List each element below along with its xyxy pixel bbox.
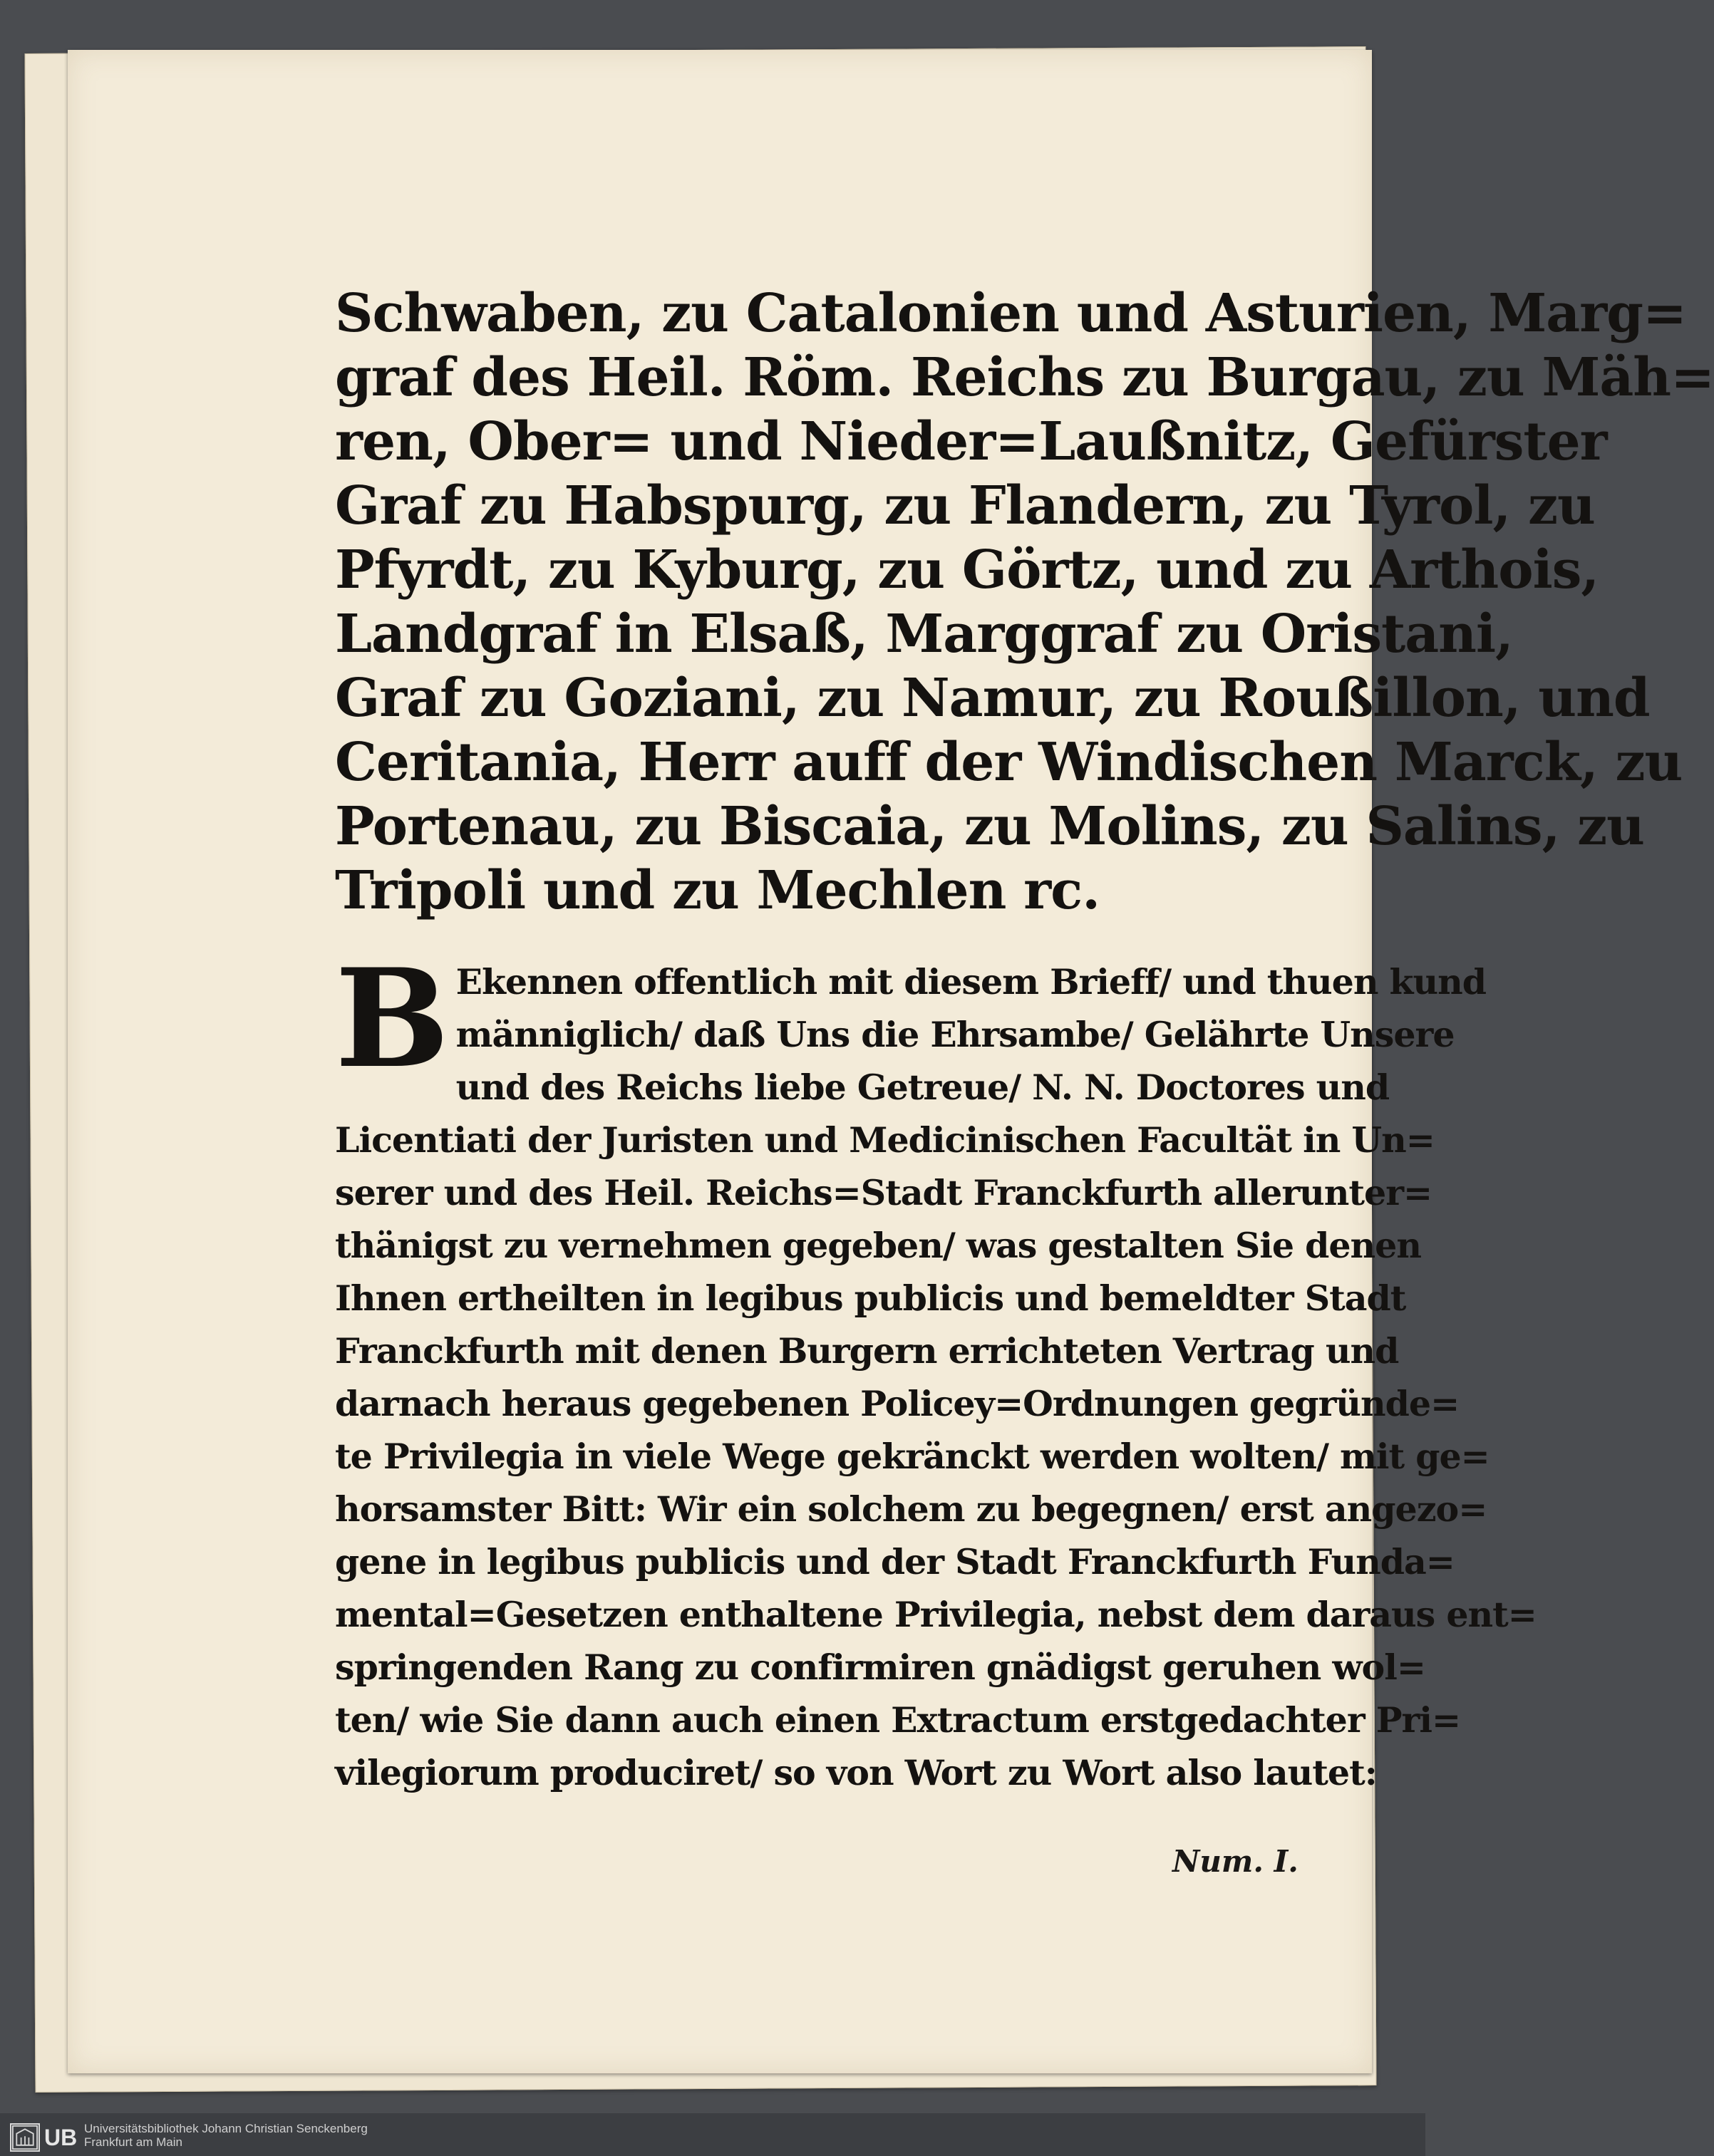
body-line: te Privilegia in viele Wege gekränckt werden wolten/ mit ge=	[335, 1436, 1490, 1477]
body-line: Ekennen offentlich mit diesem Brieff/ und thuen kund	[455, 961, 1486, 1002]
library-logo	[10, 2123, 77, 2152]
body-line: horsamster Bitt: Wir ein solchem zu begegnen/ erst angezo=	[335, 1488, 1487, 1530]
body-line: springenden Rang zu confirmiren gnädigst geruhen wol=	[335, 1647, 1425, 1688]
building-icon	[10, 2123, 40, 2152]
page-content	[335, 281, 1714, 1799]
heading-line: Ceritania, Herr auff der Windischen Marck, zu	[335, 732, 1683, 793]
heading-line: Landgraf in Elsaß, Marggraf zu Oristani,	[335, 603, 1513, 665]
body-line: darnach heraus gegebenen Policey=Ordnungen gegründe=	[335, 1383, 1460, 1424]
body-line: mental=Gesetzen enthaltene Privilegia, nebst dem daraus ent=	[335, 1594, 1537, 1635]
heading-line: Pfyrdt, zu Kyburg, zu Görtz, und zu Arthois,	[335, 539, 1599, 601]
library-footer	[0, 2113, 1425, 2156]
body-line: und des Reichs liebe Getreue/ N. N. Doctores und	[455, 1067, 1390, 1108]
heading-line: Schwaben, zu Catalonien und Asturien, Marg=	[335, 283, 1686, 344]
library-name-line: Universitätsbibliothek Johann Christian Senckenberg	[84, 2122, 368, 2135]
title-heading	[335, 281, 1714, 923]
body-line: serer und des Heil. Reichs=Stadt Franckfurth allerunter=	[335, 1172, 1432, 1213]
heading-line: Tripoli und zu Mechlen rc.	[335, 860, 1100, 921]
body-line: ten/ wie Sie dann auch einen Extractum erstgedachter Pri=	[335, 1699, 1461, 1741]
heading-line: Graf zu Goziani, zu Namur, zu Roußillon, und	[335, 668, 1650, 729]
library-city-line: Frankfurt am Main	[84, 2135, 182, 2149]
body-line: Franckfurth mit denen Burgern errichteten Vertrag und	[335, 1330, 1399, 1372]
body-line: thänigst zu vernehmen gegeben/ was gestalten Sie denen	[335, 1225, 1421, 1266]
heading-line: ren, Ober= und Nieder=Laußnitz, Gefürster	[335, 411, 1607, 472]
body-line: Licentiati der Juristen und Medicinischen Facultät in Un=	[335, 1119, 1435, 1161]
body-line: gene in legibus publicis und der Stadt Franckfurth Funda=	[335, 1541, 1455, 1582]
logo-text: UB	[44, 2124, 78, 2150]
catchword: Num. I.	[1172, 1844, 1299, 1879]
heading-line: Portenau, zu Biscaia, zu Molins, zu Salins, zu	[335, 796, 1644, 857]
heading-line: Graf zu Habspurg, zu Flandern, zu Tyrol, zu	[335, 475, 1595, 537]
heading-line: graf des Heil. Röm. Reichs zu Burgau, zu Mäh=	[335, 347, 1714, 408]
body-paragraph	[335, 939, 1537, 1799]
body-line: Ihnen ertheilten in legibus publicis und bemeldter Stadt	[335, 1277, 1406, 1319]
drop-cap: B	[335, 939, 449, 1098]
body-line: männiglich/ daß Uns die Ehrsambe/ Gelährte Unsere	[455, 1014, 1455, 1055]
library-name	[84, 2122, 368, 2149]
body-line: vilegiorum produciret/ so von Wort zu Wort also lautet:	[335, 1752, 1377, 1793]
